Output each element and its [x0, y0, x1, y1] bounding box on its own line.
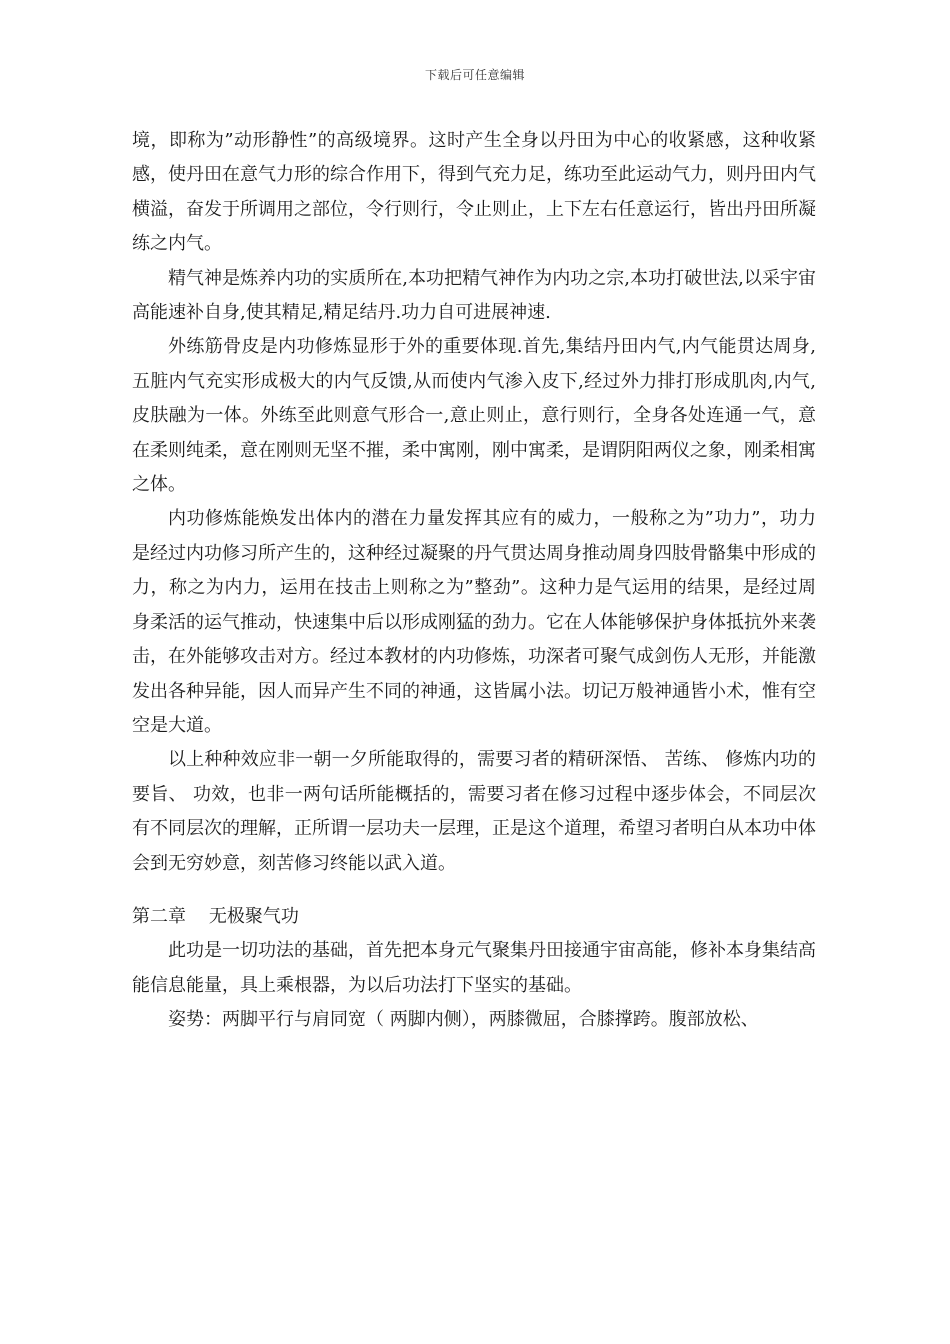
- document-body: [132, 124, 816, 1038]
- paragraph-5: 以上种种效应非一朝一夕所能取得的，需要习者的精研深悟、 苦练、 修炼内功的要旨、 功效，也非一两句话所能概括的，需要习者在修习过程中逐步体会，不同层次有不同层次的理解，正所谓一层功夫一层理，正是这个道理，希望习者明白从本功中体会到无穷妙意，刻苦修习终能以武入道。: [132, 749, 816, 874]
- chapter-paragraph-2: 姿势：两脚平行与肩同宽（ 两脚内侧），两膝微屈，合膝撑跨。腹部放松、: [168, 1009, 759, 1031]
- paragraph-1: 境，即称为”动形静性”的高级境界。这时产生全身以丹田为中心的收紧感，这种收紧感，使丹田在意气力形的综合作用下，得到气充力足，练功至此运动气力，则丹田内气横溢，奋发于所调用之部位，令行则行，令止则止，上下左右任意运行，皆出丹田所凝练之内气。: [132, 130, 816, 255]
- chapter-heading: 第二章 无极聚气功: [132, 905, 299, 927]
- paragraph-3: 外练筋骨皮是内功修炼显形于外的重要体现.首先,集结丹田内气,内气能贯达周身,五脏内气充实形成极大的内气反馈,从而使内气渗入皮下,经过外力排打形成肌肉,内气,皮肤融为一体。外练至此则意气形合一,意止则止，意行则行，全身各处连通一气，意在柔则纯柔，意在刚则无坚不摧，柔中寓刚，刚中寓柔，是谓阴阳两仪之象，刚柔相寓之体。: [132, 336, 816, 496]
- chapter-paragraph-1: 此功是一切功法的基础，首先把本身元气聚集丹田接通宇宙高能，修补本身集结高能信息能量，具上乘根器，为以后功法打下坚实的基础。: [132, 940, 816, 996]
- paragraph-4: 内功修炼能焕发出体内的潜在力量发挥其应有的威力，一般称之为”功力”，功力是经过内功修习所产生的，这种经过凝聚的丹气贯达周身推动周身四肢骨骼集中形成的力，称之为内力，运用在技击上则称之为”整劲”。这种力是气运用的结果，是经过周身柔活的运气推动，快速集中后以形成刚猛的劲力。它在人体能够保护身体抵抗外来袭击，在外能够攻击对方。经过本教材的内功修炼，功深者可聚气成剑伤人无形，并能激发出各种异能，因人而异产生不同的神通，这皆属小法。切记万般神通皆小术，惟有空空是大道。: [132, 508, 816, 736]
- page-header: 下载后可任意编辑: [424, 68, 525, 82]
- paragraph-2: 精气神是炼养内功的实质所在,本功把精气神作为内功之宗,本功打破世法,以采宇宙高能速补自身,使其精足,精足结丹.功力自可进展神速.: [132, 267, 816, 324]
